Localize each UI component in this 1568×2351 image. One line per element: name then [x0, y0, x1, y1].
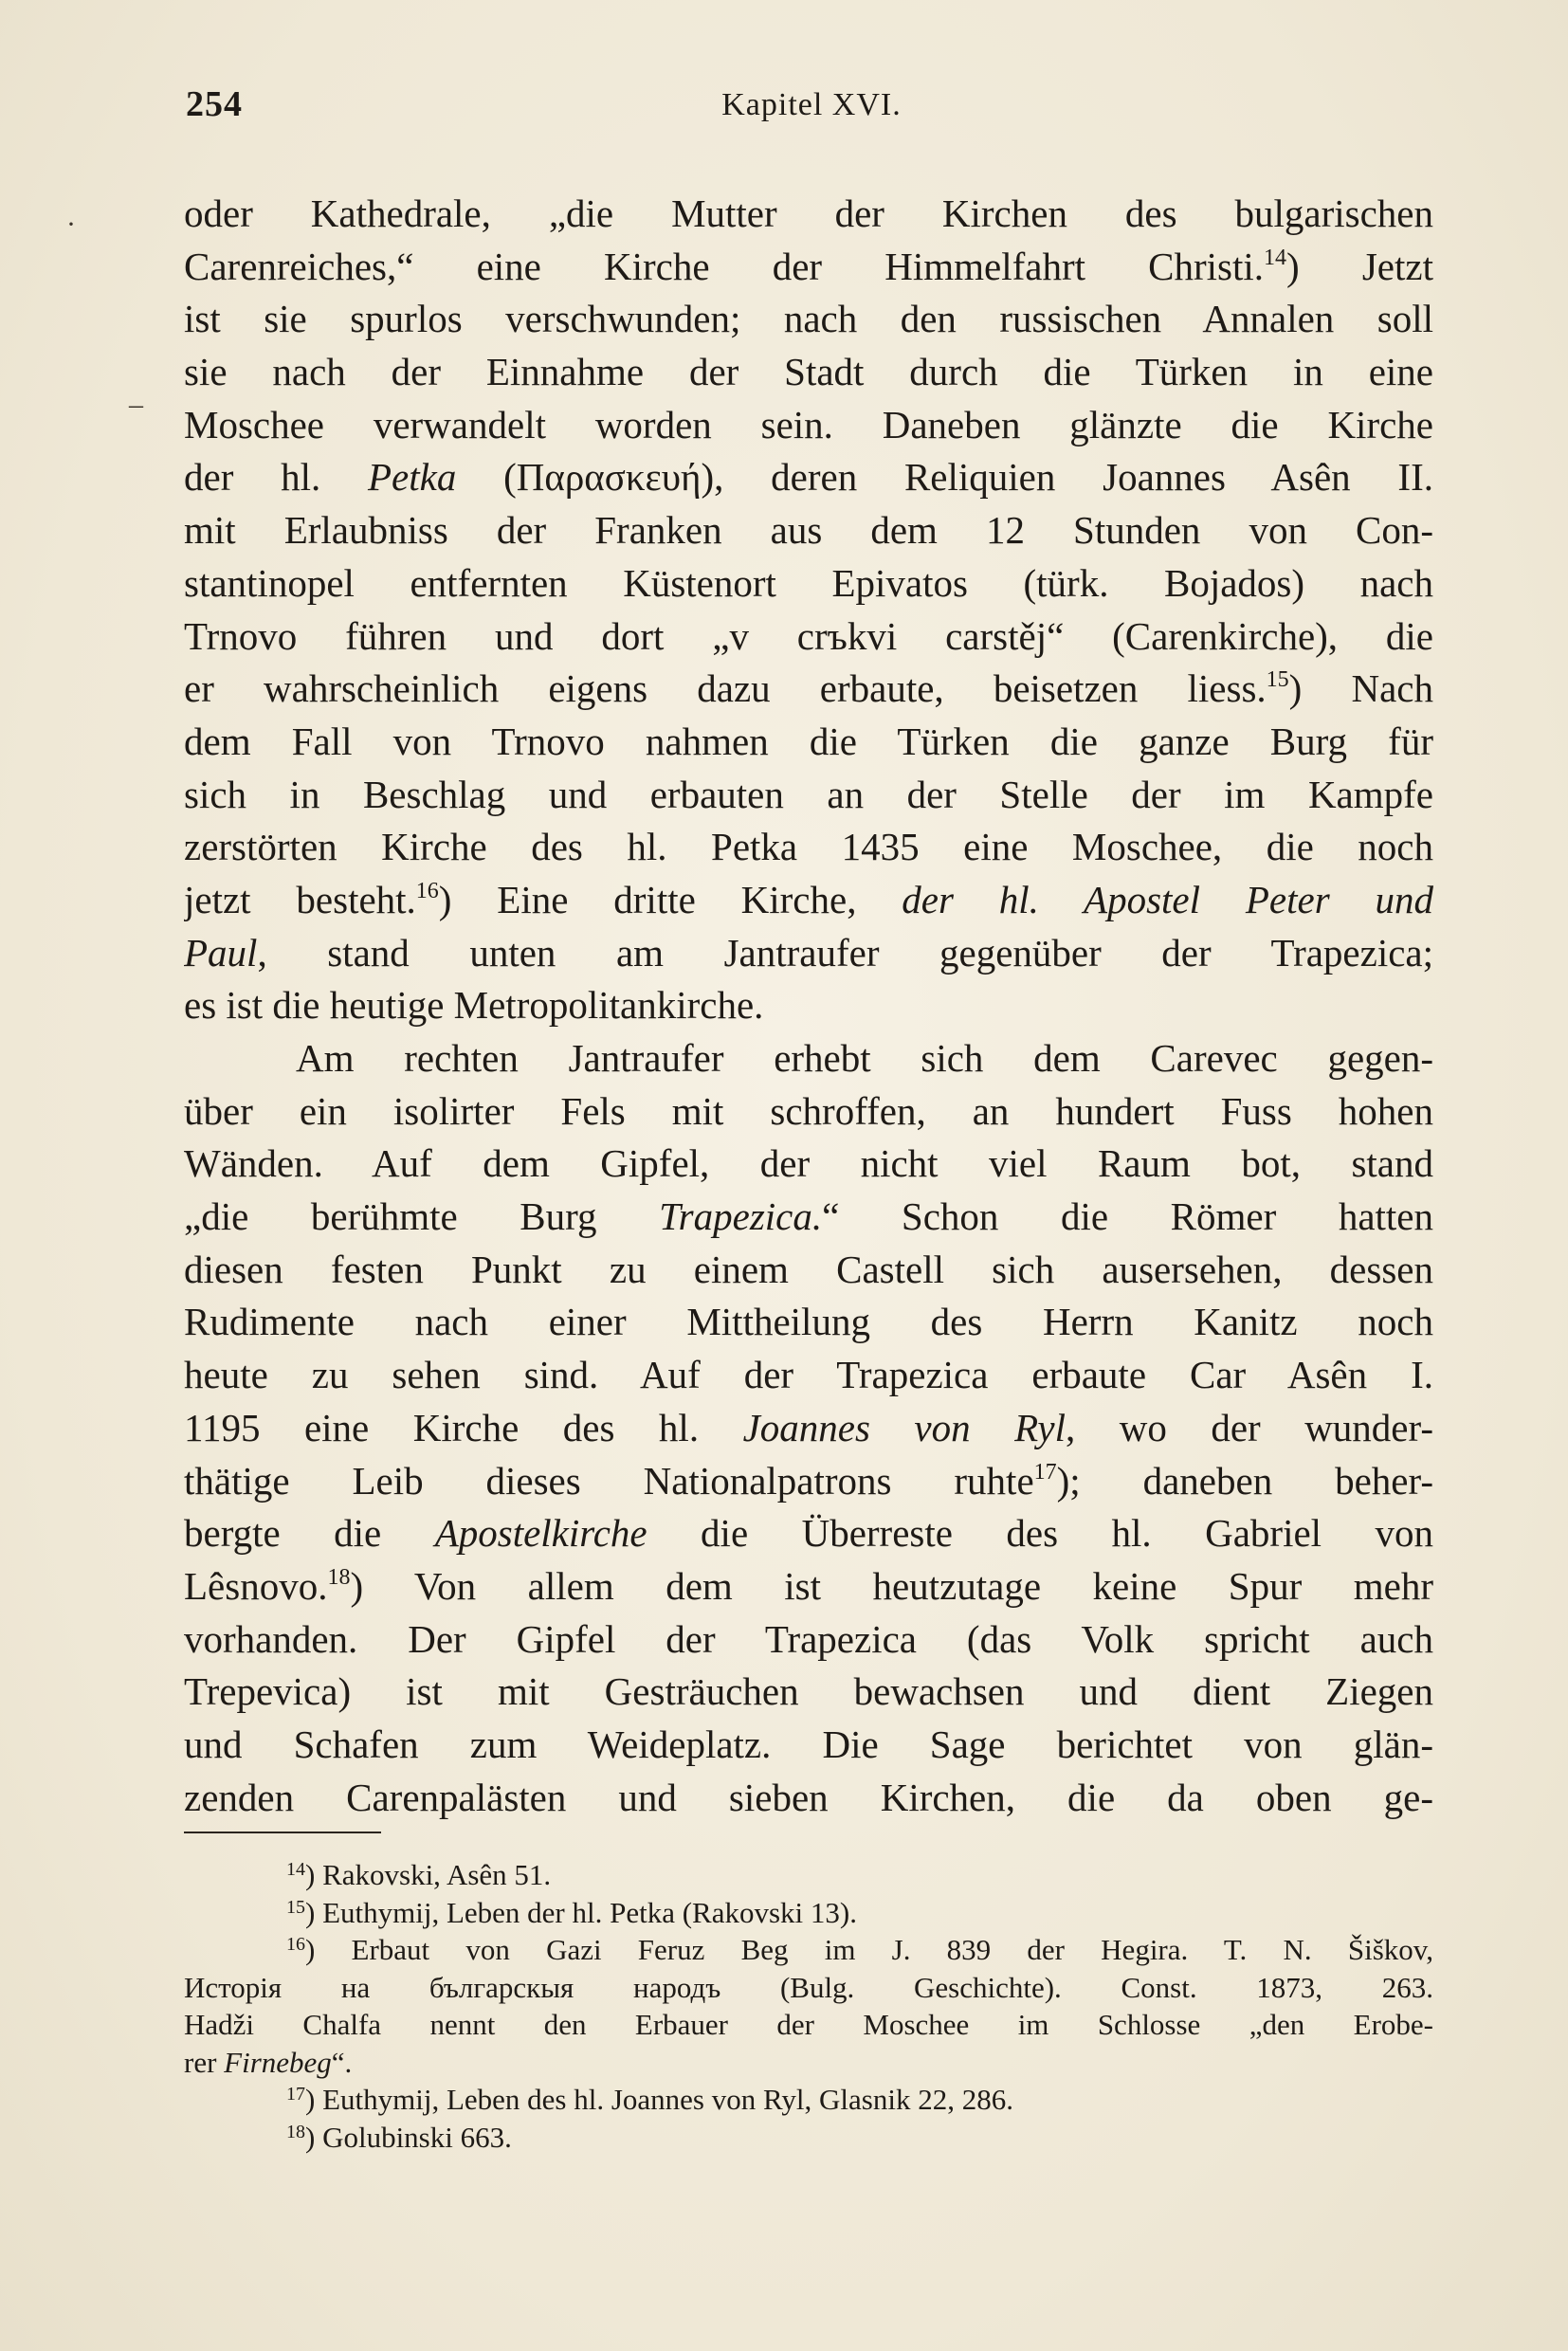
footnote-text: “. — [331, 2045, 353, 2079]
text-segment: der hl. — [184, 455, 368, 500]
text-segment: zenden Carenpalästen und sieben Kirchen, die da oben ge- — [184, 1775, 1433, 1819]
footnote-separator — [184, 1832, 381, 1833]
text-segment: ist sie spurlos verschwunden; nach den russischen Annalen soll — [184, 297, 1433, 341]
italic-text: Trapezica. — [659, 1194, 823, 1239]
margin-dot: · — [66, 209, 76, 240]
text-line — [184, 1349, 1433, 1402]
text-segment: , stand unten am Jantraufer gegenüber der Trapezica; — [257, 930, 1433, 975]
text-segment: diesen festen Punkt zu einem Castell sich ausersehen, dessen — [184, 1247, 1433, 1291]
text-segment: heute zu sehen sind. Auf der Trapezica erbaute Car Asên I. — [184, 1353, 1433, 1397]
italic-text: Apostelkirche — [434, 1511, 647, 1556]
footnote-ref: 14 — [1264, 245, 1287, 270]
text-line — [184, 1402, 1433, 1455]
text-line — [184, 1613, 1433, 1667]
footnote-line — [184, 1969, 1433, 2007]
footnote-line — [184, 1894, 1433, 1932]
text-line — [184, 557, 1433, 611]
text-line — [184, 769, 1433, 822]
text-segment: “ Schon die Römer hatten — [822, 1194, 1433, 1239]
text-segment: dem Fall von Trnovo nahmen die Türken die ganze Burg für — [184, 719, 1433, 763]
text-line — [184, 293, 1433, 346]
text-segment: ); daneben beher- — [1056, 1458, 1433, 1503]
italic-text: Joannes von Ryl — [742, 1405, 1067, 1449]
text-segment: mit Erlaubniss der Franken aus dem 12 Stunden von Con- — [184, 508, 1433, 553]
text-line — [184, 821, 1433, 874]
text-segment: ) Von allem dem ist heutzutage keine Spur mehr — [350, 1563, 1433, 1608]
text-line — [184, 1032, 1433, 1085]
text-line — [184, 611, 1433, 664]
italic-text: Firnebeg — [224, 2045, 332, 2079]
text-line — [184, 1772, 1433, 1825]
text-segment: Trnovo führen und dort „v crъkvi carstěj“ (Carenkirche), die — [184, 613, 1433, 658]
text-segment: , wo der wunder- — [1066, 1405, 1433, 1449]
footnote-text: ) Euthymij, Leben des hl. Joannes von Ryl, Glasnik 22, 286. — [305, 2083, 1013, 2116]
text-segment: ) Eine dritte Kirche, — [438, 877, 903, 921]
text-segment: 1195 eine Kirche des hl. — [184, 1405, 743, 1449]
text-line — [184, 1560, 1433, 1613]
text-segment: jetzt besteht. — [184, 877, 416, 921]
text-segment: Am rechten Jantraufer erhebt sich dem Carevec gegen- — [296, 1036, 1433, 1080]
footnote-text: Hadži Chalfa nennt den Erbauer der Moschee im Schlosse „den Erobe- — [184, 2008, 1433, 2041]
text-segment: thätige Leib dieses Nationalpatrons ruhte — [184, 1458, 1034, 1503]
text-segment: Wänden. Auf dem Gipfel, der nicht viel Raum bot, stand — [184, 1141, 1433, 1186]
text-segment: über ein isolirter Fels mit schroffen, an hundert Fuss hohen — [184, 1088, 1433, 1133]
text-line — [184, 874, 1433, 927]
text-line — [184, 399, 1433, 452]
text-line — [184, 1296, 1433, 1349]
text-segment: Carenreiches,“ eine Kirche der Himmelfahrt Christi. — [184, 244, 1265, 288]
text-line — [184, 1455, 1433, 1508]
running-title: Kapitel XVI. — [721, 87, 902, 122]
footnote-number: 18 — [286, 2121, 305, 2142]
italic-text: Paul — [184, 930, 258, 975]
text-line — [184, 504, 1433, 557]
footnotes — [184, 1856, 1433, 2156]
footnote-line — [184, 1931, 1433, 1969]
italic-text: Petka — [368, 455, 457, 500]
text-segment: die Überreste des hl. Gabriel von — [647, 1511, 1433, 1556]
text-segment: vorhanden. Der Gipfel der Trapezica (das Volk spricht auch — [184, 1616, 1433, 1661]
footnote-text: ) Euthymij, Leben der hl. Petka (Rakovski 13). — [305, 1895, 857, 1929]
footnote-ref: 17 — [1033, 1459, 1057, 1485]
footnote-text: ) Rakovski, Asên 51. — [305, 1858, 552, 1891]
footnote-line — [184, 1856, 1433, 1894]
text-line — [184, 1719, 1433, 1772]
text-line — [184, 927, 1433, 980]
text-line — [184, 451, 1433, 504]
footnote-line — [184, 2119, 1433, 2157]
italic-text: der hl. Apostel Peter und — [902, 877, 1433, 921]
text-line — [184, 1085, 1433, 1139]
text-line — [184, 241, 1433, 294]
body-text — [184, 188, 1433, 1824]
text-segment: (Παρασκευή), deren Reliquien Joannes Asên II. — [456, 455, 1433, 500]
footnote-text: Исторія на българскыя народъ (Bulg. Geschichte). Const. 1873, 263. — [184, 1970, 1433, 2004]
text-line — [184, 346, 1433, 399]
text-segment: Trepevica) ist mit Gesträuchen bewachsen und dient Ziegen — [184, 1669, 1433, 1714]
footnote-number: 15 — [286, 1896, 305, 1918]
footnote-text: ) Erbaut von Gazi Feruz Beg im J. 839 der Hegira. T. N. Šiškov, — [305, 1933, 1433, 1966]
text-segment: „die berühmte Burg — [184, 1194, 660, 1239]
footnote-number: 14 — [286, 1859, 305, 1880]
margin-dash: – — [129, 389, 143, 420]
text-segment: oder Kathedrale, „die Mutter der Kirchen des bulgarischen — [184, 191, 1433, 235]
footnote-number: 16 — [286, 1934, 305, 1955]
footnote-line — [184, 2006, 1433, 2044]
footnote-text: ) Golubinski 663. — [305, 2120, 512, 2154]
text-segment: sie nach der Einnahme der Stadt durch die Türken in eine — [184, 350, 1433, 394]
footnote-number: 17 — [286, 2084, 305, 2105]
footnote-line — [184, 2044, 1433, 2082]
text-segment: bergte die — [184, 1511, 435, 1556]
footnote-line — [184, 2081, 1433, 2119]
text-line — [184, 979, 1433, 1032]
text-segment: und Schafen zum Weideplatz. Die Sage berichtet von glän- — [184, 1722, 1433, 1766]
text-line — [184, 1666, 1433, 1719]
text-segment: er wahrscheinlich eigens dazu erbaute, beisetzen liess. — [184, 666, 1267, 711]
text-segment: Rudimente nach einer Mittheilung des Herrn Kanitz noch — [184, 1300, 1433, 1344]
text-line — [184, 716, 1433, 769]
running-head — [186, 83, 1437, 137]
text-segment: ) Jetzt — [1286, 244, 1433, 288]
text-segment: es ist die heutige Metropolitankirche. — [184, 983, 764, 1028]
text-line — [184, 188, 1433, 241]
text-line — [184, 1244, 1433, 1297]
footnote-ref: 16 — [415, 878, 439, 903]
footnote-ref: 18 — [327, 1564, 351, 1590]
text-segment: zerstörten Kirche des hl. Petka 1435 eine Moschee, die noch — [184, 825, 1433, 869]
text-segment: stantinopel entfernten Küstenort Epivatos (türk. Bojados) nach — [184, 560, 1433, 605]
text-segment: Moschee verwandelt worden sein. Daneben glänzte die Kirche — [184, 402, 1433, 447]
page-number: 254 — [186, 84, 243, 124]
text-line — [184, 1507, 1433, 1560]
text-segment: ) Nach — [1288, 666, 1433, 711]
text-line — [184, 663, 1433, 716]
text-segment: sich in Beschlag und erbauten an der Stelle der im Kampfe — [184, 772, 1433, 816]
footnote-ref: 15 — [1266, 667, 1289, 693]
text-segment: Lêsnovo. — [184, 1563, 328, 1608]
text-line — [184, 1191, 1433, 1244]
text-line — [184, 1138, 1433, 1191]
footnote-text: rer — [184, 2045, 225, 2079]
